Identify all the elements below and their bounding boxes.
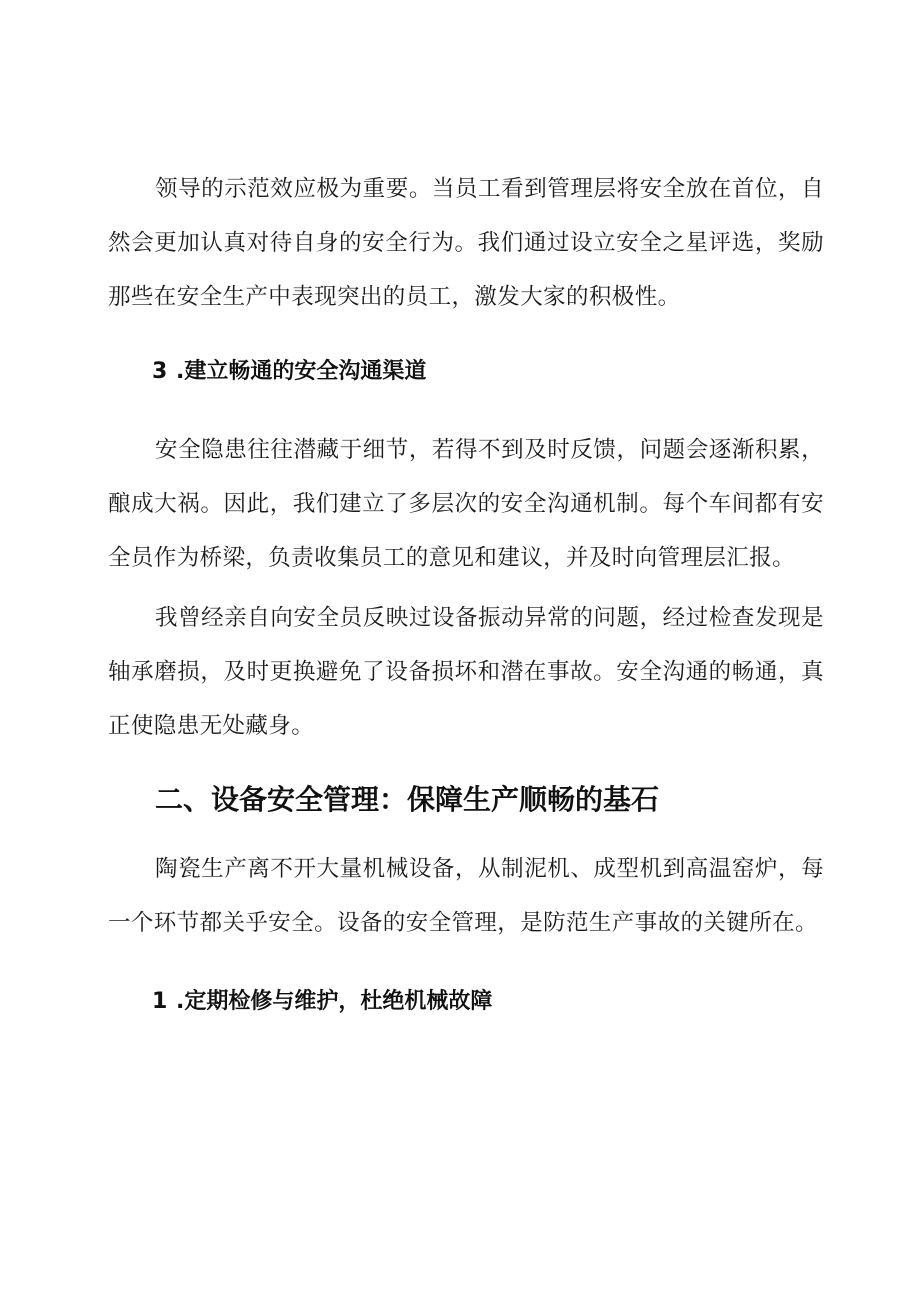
section-title-equipment-safety: 二、设备安全管理：保障生产顺畅的基石: [155, 783, 660, 816]
subsection-number: 1: [152, 989, 168, 1014]
subsection-title: .建立畅通的安全沟通渠道: [176, 359, 427, 384]
paragraph-hidden-hazards: 安全隐患往往潜藏于细节，若得不到及时反馈，问题会逐渐积累，酿成大祸。因此，我们建立了多层次的安全沟通机制。每个车间都有安全员作为桥梁，负责收集员工的意见和建议，并及时向管理层汇报。: [108, 437, 824, 571]
subsection-title: .定期检修与维护，杜绝机械故障: [176, 989, 493, 1014]
paragraph-ceramic-equipment: 陶瓷生产离不开大量机械设备，从制泥机、成型机到高温窑炉，每一个环节都关乎安全。设备的安全管理，是防范生产事故的关键所在。: [108, 856, 824, 936]
paragraph-leadership-example: 领导的示范效应极为重要。当员工看到管理层将安全放在首位，自然会更加认真对待自身的安全行为。我们通过设立安全之星评选，奖励那些在安全生产中表现突出的员工，激发大家的积极性。: [108, 176, 824, 310]
paragraph-personal-experience: 我曾经亲自向安全员反映过设备振动异常的问题，经过检查发现是轴承磨损，及时更换避免了设备损坏和潜在事故。安全沟通的畅通，真正使隐患无处藏身。: [108, 605, 824, 739]
subsection-number: 3: [152, 359, 168, 384]
subsection-heading-maintenance: [152, 987, 492, 1017]
subsection-heading-communication: [152, 357, 426, 387]
